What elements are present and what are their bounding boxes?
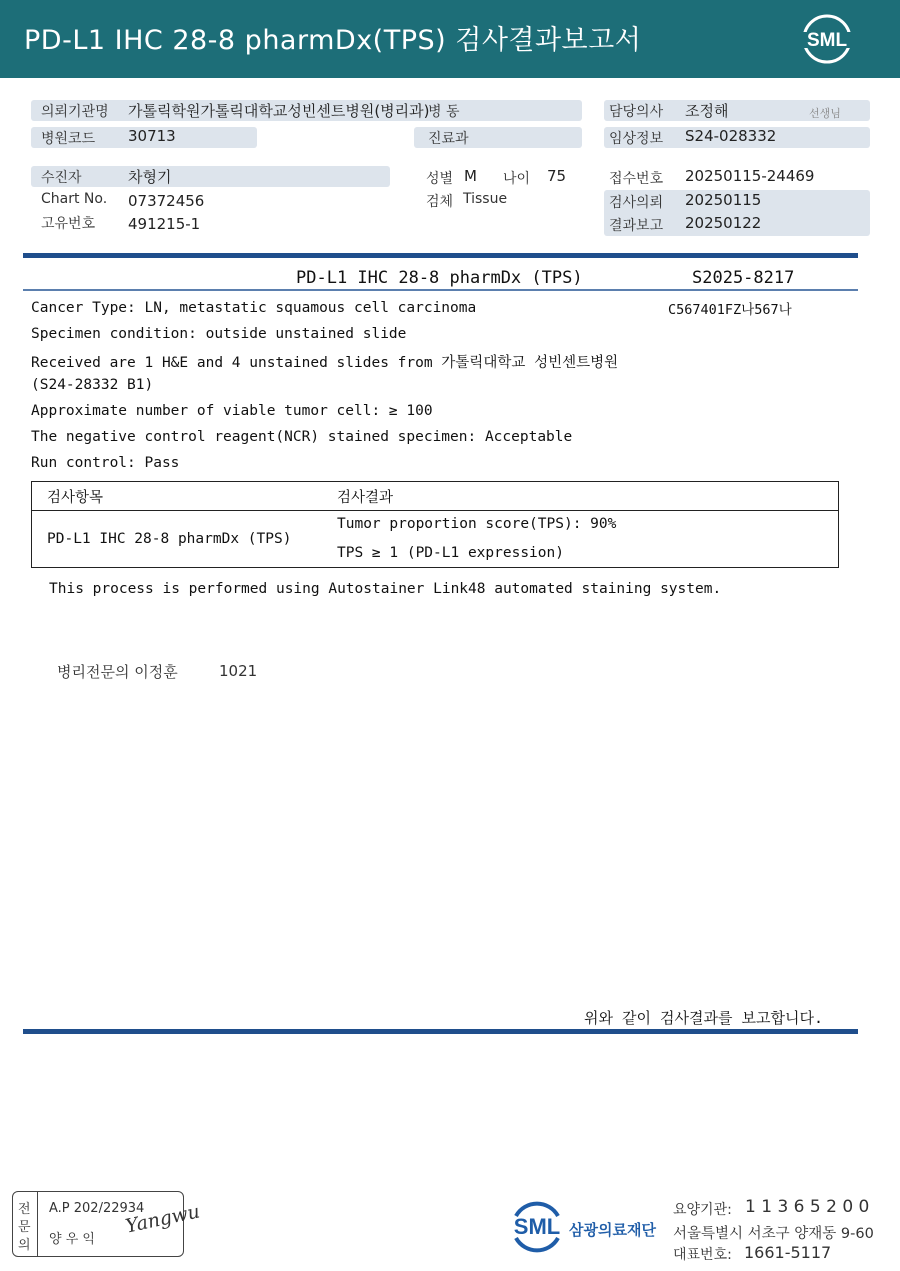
test-title: PD-L1 IHC 28-8 pharmDx (TPS) (296, 268, 583, 288)
doctor-value: 조정해 (685, 102, 729, 120)
stamp-name: 양 우 익 (49, 1232, 95, 1247)
report-line-specimen-condition: Specimen condition: outside unstained slide (31, 326, 407, 342)
header-logo-text: SML (806, 30, 848, 51)
result-table (31, 481, 839, 568)
report-bottom-rule (23, 1029, 858, 1034)
table-header-result: 검사결과 (337, 490, 394, 506)
specimen-value: Tissue (463, 191, 508, 207)
care-institution-value: 1 1 3 6 5 2 0 0 (745, 1197, 870, 1217)
footer-sml-logo (506, 1198, 568, 1256)
request-date-label: 검사의뢰 (609, 195, 664, 211)
clinical-info-value: S24-028332 (685, 127, 777, 145)
table-cell-item: PD-L1 IHC 28-8 pharmDx (TPS) (47, 531, 292, 547)
receipt-no-value: 20250115-24469 (685, 167, 815, 185)
table-cell-result-expression: TPS ≥ 1 (PD-L1 expression) (337, 545, 564, 561)
doctor-label: 담당의사 (609, 104, 664, 120)
sex-label: 성별 (426, 171, 454, 187)
hospital-code-label: 병원코드 (41, 131, 96, 147)
stamp-signature: Yangwu (123, 1200, 202, 1238)
stamp-side-char: 문 (18, 1220, 31, 1235)
stamp-side-label (13, 1192, 38, 1256)
dept-label: 진료과 (428, 131, 469, 147)
age-value: 75 (547, 167, 567, 185)
report-number: S2025-8217 (692, 268, 795, 288)
foundation-address: 서울특별시 서초구 양재동 9-60 (673, 1226, 874, 1242)
report-line-cancer-type: Cancer Type: LN, metastatic squamous cell carcinoma (31, 300, 477, 316)
stamp-side-char: 전 (18, 1202, 31, 1217)
sex-value: M (464, 167, 477, 185)
ward-label: 병 동 (428, 104, 460, 120)
pathologist-name: 병리전문의 이정훈 (57, 663, 178, 681)
chart-value: 07372456 (128, 192, 205, 210)
report-line-ncr: The negative control reagent(NCR) stained specimen: Acceptable (31, 429, 573, 445)
table-cell-result-tps: Tumor proportion score(TPS): 90% (337, 516, 617, 532)
report-sub-rule (23, 289, 858, 291)
table-header-divider (32, 510, 838, 511)
institution-value: 가톨릭학원가톨릭대학교성빈센트병원(병리과) (128, 102, 430, 120)
report-date-label: 결과보고 (609, 218, 664, 234)
care-institution-label: 요양기관: (673, 1202, 732, 1218)
sml-logo (800, 14, 854, 64)
report-line-received: Received are 1 H&E and 4 unstained slides from 가톨릭대학교 성빈센트병원 (31, 355, 619, 371)
unique-no-label: 고유번호 (41, 216, 96, 232)
institution-label: 의뢰기관명 (41, 104, 109, 120)
stamp-ap-number: A.P 202/22934 (49, 1201, 145, 1216)
specialist-stamp (12, 1191, 202, 1257)
hospital-code-value: 30713 (128, 127, 176, 145)
report-line-tumor-cell: Approximate number of viable tumor cell: ≥ 100 (31, 403, 433, 419)
doctor-suffix: 선생님 (809, 107, 841, 120)
unique-no-value: 491215-1 (128, 215, 201, 233)
clinical-info-label: 임상정보 (609, 131, 664, 147)
phone-label: 대표번호: (673, 1247, 732, 1263)
chart-label: Chart No. (41, 191, 108, 207)
report-line-run-control: Run control: Pass (31, 455, 180, 471)
report-date-value: 20250122 (685, 214, 762, 232)
patient-label: 수진자 (41, 170, 82, 186)
pathologist-number: 1021 (219, 662, 258, 680)
receipt-no-label: 접수번호 (609, 171, 664, 187)
specimen-label: 검체 (426, 194, 454, 210)
report-line-case-number: (S24-28332 B1) (31, 377, 154, 393)
phone-value: 1661-5117 (744, 1243, 832, 1262)
process-note: This process is performed using Autostainer Link48 automated staining system. (49, 581, 722, 597)
patient-value: 차형기 (128, 168, 172, 186)
footer-logo-text: SML (513, 1214, 561, 1239)
report-title: PD-L1 IHC 28-8 pharmDx(TPS) 검사결과보고서 (24, 25, 642, 56)
stamp-side-char: 의 (18, 1238, 31, 1253)
closing-statement: 위와 같이 검사결과를 보고합니다. (584, 1009, 823, 1027)
patient-row-bg (31, 166, 390, 187)
request-date-value: 20250115 (685, 191, 762, 209)
table-header-item: 검사항목 (47, 490, 104, 506)
report-top-rule (23, 253, 858, 258)
age-label: 나이 (503, 171, 531, 187)
foundation-name: 삼광의료재단 (569, 1221, 656, 1239)
barcode-code: C567401FZ나567나 (668, 302, 792, 318)
